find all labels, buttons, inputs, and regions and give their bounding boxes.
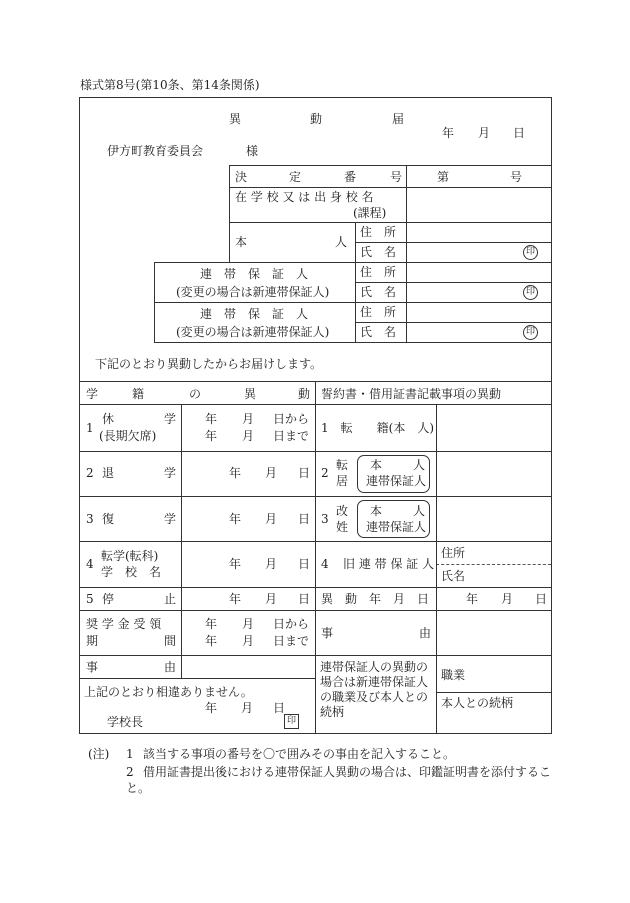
rule xyxy=(406,165,407,342)
teishi-day: 日 xyxy=(298,592,311,606)
note-1-text: 該当する事項の番号を〇で囲みその事由を記入すること。 xyxy=(143,747,456,761)
taigaku-no: 2 xyxy=(86,466,94,480)
taigaku-year: 年 xyxy=(229,466,242,480)
period-until-year: 年 xyxy=(205,634,218,648)
tenkyo-honnin-2: 人 xyxy=(413,458,426,472)
seal-mark: 印 xyxy=(523,245,538,260)
teishi-no: 5 xyxy=(86,592,94,606)
kaisei-no: 3 xyxy=(321,512,329,526)
zokugara-label: 本人との続柄 xyxy=(441,696,514,710)
tenkyo-rentai: 連帯保証人 xyxy=(366,474,427,488)
tengaku-line2: 学 校 名 xyxy=(101,565,162,579)
teishi-2: 止 xyxy=(164,592,177,606)
guarantor1-address-label: 住 所 xyxy=(360,265,397,279)
title-char-1: 異 xyxy=(229,112,242,126)
guarantor2-name-label: 氏 名 xyxy=(360,325,397,339)
until-month: 月 xyxy=(242,429,255,443)
rule xyxy=(154,262,552,263)
addressee: 伊方町教育委員会 xyxy=(107,144,204,158)
jiyu-left-2: 由 xyxy=(164,660,177,674)
rule xyxy=(154,302,552,303)
kaisei-honnin-1: 本 xyxy=(370,504,383,518)
jiyu-left-1: 事 xyxy=(86,660,99,674)
statement-text: 下記のとおり異動したからお届けします。 xyxy=(95,357,323,371)
kaisei-rentai: 連帯保証人 xyxy=(366,520,427,534)
guarantor1-name-label: 氏 名 xyxy=(360,285,397,299)
rule xyxy=(355,282,552,283)
rule xyxy=(436,692,551,693)
taigaku-1: 退 xyxy=(102,466,115,480)
change-desc-4: 続柄 xyxy=(320,705,345,719)
fukugaku-day: 日 xyxy=(298,512,311,526)
gakuseki-head-3: の xyxy=(189,387,202,401)
decision-label-1: 決 xyxy=(235,170,248,184)
fukugaku-1: 復 xyxy=(102,512,115,526)
until-year: 年 xyxy=(205,429,218,443)
note-label: (注) xyxy=(88,747,110,761)
date-month: 月 xyxy=(478,126,491,140)
jiyu-right-1: 事 xyxy=(321,626,334,640)
kyu-name-label: 氏名 xyxy=(441,569,466,583)
confirm-text: 上記のとおり相違ありません。 xyxy=(84,685,253,699)
square-seal-mark: 印 xyxy=(284,714,299,729)
kyugaku-no: 1 xyxy=(86,421,94,435)
gakuseki-head-5: 動 xyxy=(298,387,311,401)
rule xyxy=(229,165,552,166)
tenkyo-no: 2 xyxy=(321,466,329,480)
frame-top xyxy=(79,97,552,98)
teishi-1: 停 xyxy=(102,592,115,606)
kaisei-honnin-2: 人 xyxy=(413,504,426,518)
decision-label-3: 番 xyxy=(344,170,357,184)
fukugaku-year: 年 xyxy=(229,512,242,526)
decision-label-2: 定 xyxy=(289,170,302,184)
rule xyxy=(229,187,552,188)
honnin-label-2: 人 xyxy=(335,235,348,249)
note-1-number: 1 xyxy=(126,747,134,761)
from-day: 日から xyxy=(273,412,310,426)
ido-year: 年 xyxy=(466,592,479,606)
fukugaku-2: 学 xyxy=(164,512,177,526)
rule xyxy=(355,242,552,243)
seal-mark: 印 xyxy=(523,285,538,300)
tenkyo-1: 転 xyxy=(336,458,349,472)
taigaku-month: 月 xyxy=(265,466,278,480)
shokugyo-label: 職業 xyxy=(441,668,466,682)
tengaku-year: 年 xyxy=(229,557,242,571)
title-char-2: 動 xyxy=(310,112,323,126)
frame-right xyxy=(551,97,552,733)
rule xyxy=(355,222,356,342)
tenkyo-2: 居 xyxy=(336,474,349,488)
teishi-year: 年 xyxy=(229,592,242,606)
note-2-text: 借用証書提出後における連帯保証人異動の場合は、印鑑証明書を添付するこ xyxy=(143,765,552,779)
frame-left xyxy=(79,97,80,733)
confirm-day: 日 xyxy=(273,701,286,715)
rule xyxy=(229,165,230,262)
change-desc-2: 場合は新連帯保証人 xyxy=(320,675,429,689)
tengaku-month: 月 xyxy=(265,557,278,571)
rule xyxy=(79,678,315,679)
fukugaku-month: 月 xyxy=(265,512,278,526)
rule xyxy=(154,262,155,342)
rule xyxy=(355,322,552,323)
period-until-day: 日まで xyxy=(273,634,310,648)
tenseki-label: 1 転 籍(本 人) xyxy=(321,421,434,435)
tenkyo-honnin-1: 本 xyxy=(370,458,383,472)
taigaku-2: 学 xyxy=(164,466,177,480)
date-day: 日 xyxy=(513,126,526,140)
jiyu-right-2: 由 xyxy=(419,626,432,640)
honnin-label-1: 本 xyxy=(235,235,248,249)
period-until-month: 月 xyxy=(242,634,255,648)
kikan-1: 期 xyxy=(86,634,99,648)
guarantor2-title: 連 帯 保 証 人 xyxy=(200,307,309,321)
tengaku-day: 日 xyxy=(298,557,311,571)
from-month: 月 xyxy=(242,412,255,426)
kyu-rentai-label: 旧 連 帯 保 証 人 xyxy=(343,557,435,571)
decision-label-4: 号 xyxy=(390,170,403,184)
confirm-year: 年 xyxy=(205,701,218,715)
seiyaku-head: 誓約書・借用証書記載事項の異動 xyxy=(321,387,502,401)
title-char-3: 届 xyxy=(392,112,405,126)
date-year: 年 xyxy=(442,126,455,140)
gakuseki-head-4: 異 xyxy=(244,387,257,401)
kyu-address-label: 住所 xyxy=(441,546,466,560)
until-day: 日まで xyxy=(273,429,310,443)
tengaku-line1: 転学(転科) xyxy=(101,549,159,563)
guarantor1-note: (変更の場合は新連帯保証人) xyxy=(176,285,330,299)
kyugaku-1: 休 xyxy=(102,412,115,426)
ido-date-label: 異 動 年 月 日 xyxy=(321,592,430,606)
change-desc-1: 連帯保証人の異動の xyxy=(320,660,429,674)
ido-month: 月 xyxy=(501,592,514,606)
dashed-rule xyxy=(436,564,551,565)
decision-dai: 第 xyxy=(437,170,450,184)
frame-bottom xyxy=(79,733,552,734)
from-year: 年 xyxy=(205,412,218,426)
tengaku-no: 4 xyxy=(86,557,94,571)
course-label: (課程) xyxy=(353,206,387,220)
principal-label: 学校長 xyxy=(107,715,144,729)
fukugaku-no: 3 xyxy=(86,512,94,526)
rule xyxy=(181,404,182,678)
seal-mark: 印 xyxy=(523,325,538,340)
taigaku-day: 日 xyxy=(298,466,311,480)
guarantor2-note: (変更の場合は新連帯保証人) xyxy=(176,325,330,339)
decision-go: 号 xyxy=(510,170,523,184)
kyugaku-sub: (長期欠席) xyxy=(99,429,157,443)
school-name-label: 在 学 校 又 は 出 身 校 名 xyxy=(235,190,374,204)
note-2-text-cont: と。 xyxy=(126,781,151,795)
gakuseki-head-2: 籍 xyxy=(132,387,145,401)
teishi-month: 月 xyxy=(265,592,278,606)
confirm-month: 月 xyxy=(241,701,254,715)
shogakukin-label: 奨 学 金 受 領 xyxy=(86,617,162,631)
rule xyxy=(436,404,437,733)
period-from-year: 年 xyxy=(205,617,218,631)
rule xyxy=(154,342,552,343)
change-desc-3: の職業及び本人との xyxy=(320,690,429,704)
guarantor2-address-label: 住 所 xyxy=(360,305,397,319)
note-2-number: 2 xyxy=(126,765,134,779)
kaisei-2: 姓 xyxy=(336,520,349,534)
kikan-2: 間 xyxy=(164,634,177,648)
kyugaku-2: 学 xyxy=(164,412,177,426)
form-number: 様式第8号(第10条、第14条関係) xyxy=(80,78,260,92)
kyu-rentai-no: 4 xyxy=(321,557,329,571)
name-label: 氏 名 xyxy=(360,245,397,259)
rule xyxy=(229,222,552,223)
rule xyxy=(315,381,316,733)
address-label: 住 所 xyxy=(360,225,397,239)
period-from-month: 月 xyxy=(242,617,255,631)
ido-day: 日 xyxy=(535,592,548,606)
kaisei-1: 改 xyxy=(336,504,349,518)
addressee-suffix: 様 xyxy=(246,144,259,158)
gakuseki-head-1: 学 xyxy=(86,387,99,401)
period-from-day: 日から xyxy=(273,617,310,631)
guarantor1-title: 連 帯 保 証 人 xyxy=(200,267,309,281)
